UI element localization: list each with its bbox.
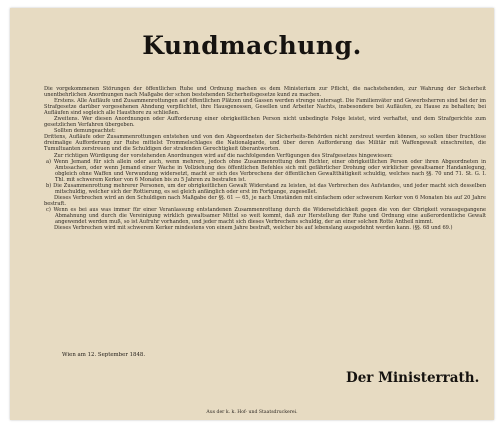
paragraph: Zweitens. Wer diesen Anordnungen oder Aufforderung einer obrigkeitlichen Person nicht unbedingte Folge leistet, wird verhaftet, und dem Strafgerichte zum gesetzlichen Verfahren übergeben. xyxy=(44,116,486,129)
paragraph: Dieses Verbrechen wird an den Schuldigen nach Maßgabe der §§. 61 — 65, je nach Umständen mit einfachem oder schwerem Kerker von 6 Monaten bis auf 20 Jahre bestraft. xyxy=(44,194,486,207)
paragraph: a) Wenn Jemand für sich allein oder auch, wenn mehrere, jedoch ohne Zusammenrottung dem Richter, einer obrigkeitlichen Person oder ihren Abgeordneten in Amtssachen, oder wenn Jemand einer Wache in Vollziehung des öffentlichen Befehles sich mit gefährlicher Drohung oder wirklicher gewaltsamer Handanlegung, obgleich ohne Waffen und Verwundung widersetzt, macht er sich des Verbrechens der öffentlichen Gewaltthätigkeit schuldig, welches nach §§. 70 und 71. St. G. I. Thl. mit schwerem Kerker von 6 Monaten bis zu 5 Jahren zu bestrafen ist. xyxy=(46,158,486,183)
proclamation-sheet xyxy=(10,8,494,420)
paragraph: Erstens. Alle Aufläufe und Zusammenrottungen auf öffentlichen Plätzen und Gassen werden strenge untersagt. Die Familienväter und Gewerbsherren sind bei der im Strafgesetze darüber vorgesehenen Ahndung verpflichtet, ihre Hausgenossen, Gesellen und Arbeiter Nachts, insbesondere bei Aufläufen, zu Hause zu behalten; bei Aufläufen sind sogleich alle Hausthore zu schließen. xyxy=(44,98,486,117)
paragraph: Drittens, Aufläufe oder Zusammenrottungen entstehen und von den Abgeordneten der Sicherheits-Behörden nicht zerstreut werden können, so sollen über fruchtlose dreimalige Aufforderung zur Ruhe mittelst Trommelschlages die Nationalgarde, und über deren Aufforderung das Militär mit Waffengewalt einschreiten, die Tumultuanten zerstreuen und die Schuldigen der strafenden Gerechtigkeit überantworten. xyxy=(44,134,486,153)
signature: Der Ministerrath. xyxy=(346,370,480,386)
paragraph: Zur richtigen Würdigung der vorstehenden Anordnungen wird auf die nachfolgenden Verfügungen des Strafgesetzes hingewiesen: xyxy=(54,152,393,159)
paragraph: Dieses Verbrechen wird mit schwerem Kerker mindestens von einem Jahre bestraft, welcher bis auf lebenslang ausgedehnt werden kann. (§§. 68 und 69.) xyxy=(54,225,453,232)
paragraph: Die vorgekommenen Störungen der öffentlichen Ruhe und Ordnung machen es dem Ministerium zur Pflicht, die nachstehenden, zur Wahrung der Sicherheit unentbehrlichen Anordnungen nach Maßgabe der schon bestehenden Sicherheitsgesetze kund zu machen. xyxy=(44,86,486,99)
document-date: Wien am 12. September 1848. xyxy=(62,352,146,358)
paragraph: Sollten demungeachtet: xyxy=(54,128,116,135)
document-title: Kundmachung. xyxy=(142,31,362,60)
printer-imprint: Aus der k. k. Hof- und Staatsdruckerei. xyxy=(206,410,298,415)
paragraph: c) Wenn es bei aus was immer für einer Veranlassung entstandenen Zusammenrottung durch die Widersetzlichkeit gegen die von der Obrigkeit vorausgegangene Abmahnung und durch die Vereinigung wirklich gewaltsamer Mittel so weit kommt, daß zur Herstellung der Ruhe und Ordnung eine außerordentliche Gewalt angewendet werden muß, so ist Aufruhr vorhanden, und jeder macht sich dieses Verbrechens schuldig, der an einer solchen Rotte Antheil nimmt. xyxy=(46,206,486,226)
paragraph: b) Die Zusammenrottung mehrerer Personen, um der obrigkeitlichen Gewalt Widerstand zu leisten, ist das Verbrechen des Aufstandes, und jeder macht sich desselben mitschuldig, welcher sich der Rottierung, es sei gleich anfänglich oder erst im Fortgange, zugesellet. xyxy=(46,182,486,195)
document-body xyxy=(44,86,486,231)
